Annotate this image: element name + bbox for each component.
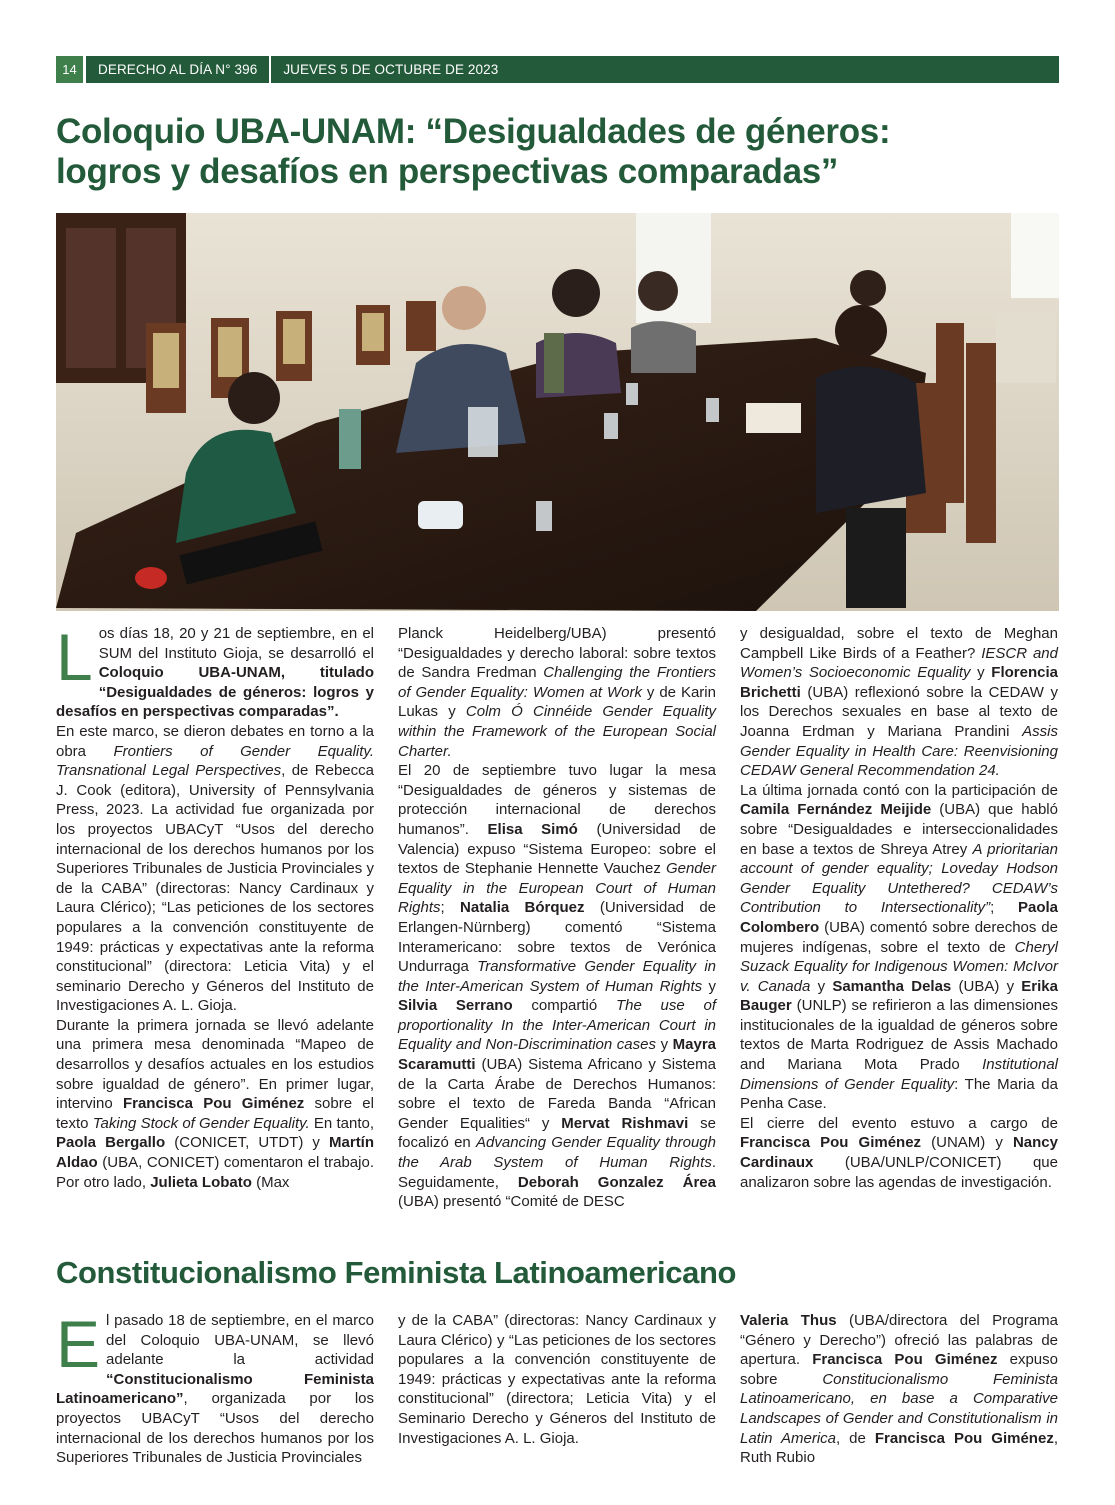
text: . Seguidamente, xyxy=(398,1154,716,1191)
text: (UBA/directora del Programa “Género y Derecho”) ofreció las palabras de apertura. xyxy=(740,1312,1058,1369)
bold-text: Samantha Delas xyxy=(832,977,952,995)
article1-column-3 xyxy=(740,624,1058,1192)
text: se focalizó en xyxy=(398,1114,716,1152)
article1-column-2 xyxy=(398,624,716,1212)
text: , de xyxy=(836,1429,875,1447)
text: y desigualdad, sobre el texto de Meghan Campbell Like Birds of a Feather? xyxy=(740,625,1058,662)
text: , de Rebecca J. Cook (editora), University of Pennsylvania Press, 2023. La actividad fue organizada por los proyectos UBACyT “Usos del derecho internacional de los derechos humanos por los Superiores Tribunales de Justicia Provinciales y de la CABA” (directoras: Nancy Cardinaux y Laura Clérico); “Las peticiones de los sectores populares a la convención constituyente de 1949: prácticas y expectativas ante la reforma constitucional” (directora: Leticia Vita) y el seminario Derecho y Géneros del Instituto de Investigaciones A. L. Gioja. xyxy=(56,762,374,1015)
text: (UBA/UNLP/CONICET) que analizaron sobre las agendas de investigación. xyxy=(740,1154,1058,1191)
text: (UBA, CONICET) comentaron el trabajo. Por otro lado, xyxy=(56,1154,374,1191)
text: compartió xyxy=(512,997,616,1015)
bold-text: Camila Fernández Meijide xyxy=(740,801,932,819)
bold-text: Mayra Scaramutti xyxy=(398,1036,717,1074)
italic-text: Taking Stock of Gender Equality. xyxy=(92,1114,310,1132)
text: y xyxy=(656,1036,673,1054)
italic-text: Gender Equality in the European Court of Human Rights xyxy=(398,860,716,917)
bold-text: Francisca Pou Giménez xyxy=(122,1095,305,1113)
paragraph xyxy=(56,722,374,1016)
italic-text: Assis Gender Equality in Health Care: Reenvisioning CEDAW General Recommendation 24. xyxy=(740,722,1058,780)
bold-text: Coloquio UBA-UNAM, titulado “Desigualdades de géneros: logros y desafíos en perspectivas comparadas”. xyxy=(56,664,374,721)
text: l pasado 18 de septiembre, en el marco del Coloquio UBA-UNAM, se llevó adelante la actividad xyxy=(106,1312,374,1369)
bold-text: Julieta Lobato xyxy=(150,1173,252,1191)
text: y xyxy=(702,977,716,995)
article2-title: Constitucionalismo Feminista Latinoamericano xyxy=(56,1255,737,1290)
bold-text: Natalia Bórquez xyxy=(460,899,585,917)
text: Planck Heidelberg/UBA) presentó “Desigualdades y derecho laboral: sobre textos de Sandra Fredman xyxy=(398,625,716,682)
article2-column-2 xyxy=(398,1311,716,1448)
text: (UBA) reflexionó sobre la CEDAW y los Derechos sexuales en base al texto de Joanna Erdman y Mariana Prandini xyxy=(740,683,1058,740)
text: y xyxy=(970,664,992,682)
drop-cap: E xyxy=(56,1307,101,1381)
publication-date: JUEVES 5 DE OCTUBRE DE 2023 xyxy=(283,62,499,77)
article-title-line-1: Coloquio UBA-UNAM: “Desigualdades de géneros: xyxy=(56,112,891,151)
bold-text: Francisca Pou Giménez xyxy=(874,1429,1054,1447)
paragraph xyxy=(398,624,716,761)
bold-text: Francisca Pou Giménez xyxy=(812,1351,998,1369)
page-header-bar xyxy=(56,56,1059,83)
bold-text: Silvia Serrano xyxy=(398,997,513,1015)
italic-text: The use of proportionality In the Inter-American Court in Equality and Non-Discrimination cases xyxy=(398,997,716,1054)
article2-column-1 xyxy=(56,1307,374,1468)
paragraph xyxy=(740,1311,1058,1468)
text: En este marco, se dieron debates en torno a la obra xyxy=(56,722,374,760)
text: (Universidad de Valencia) expuso “Sistema Europeo: sobre el textos de Stephanie Hennette Vauchez xyxy=(398,820,717,878)
italic-text: Constitucionalismo Feminista Latinoamericano, en base a Comparative Landscapes of Gender and Constitutionalism in Latin America xyxy=(740,1370,1058,1447)
text: expuso sobre xyxy=(740,1351,1058,1388)
text: (UBA) y xyxy=(951,977,1022,995)
text: (CONICET, UTDT) y xyxy=(165,1134,330,1152)
italic-text: Advancing Gender Equality through the Arab System of Human Rights xyxy=(398,1134,716,1172)
italic-text: Transformative Gender Equality in the Inter-American System of Human Rights xyxy=(398,958,716,995)
bold-text: Deborah Gonzalez Área xyxy=(517,1173,716,1191)
article1-column-1 xyxy=(56,620,375,1192)
italic-text: IESCR and Women’s Socioeconomic Equality xyxy=(740,644,1058,682)
text: (UBA) Sistema Africano y Sistema de la Carta Árabe de Derechos Humanos: sobre el texto de Fareda Banda “African Gender Equalities“ y xyxy=(398,1056,716,1132)
text: (UBA) comentó sobre derechos de mujeres indígenas, sobre el texto de xyxy=(740,918,1058,956)
italic-text: Cheryl Suzack Equality for Indigenous Women: McIvor v. Canada xyxy=(740,938,1058,995)
italic-text: Institutional Dimensions of Gender Equality xyxy=(740,1056,1058,1093)
text: y xyxy=(810,977,833,995)
paragraph xyxy=(398,761,716,1212)
text: En tanto, xyxy=(309,1114,374,1132)
bold-text: Erika Bauger xyxy=(740,977,1058,1015)
italic-text: A prioritarian account of gender equality; Loveday Hodson Gender Equality Untethered? CEDAW’s Contribution to Intersectionality” xyxy=(740,840,1058,917)
text: , Ruth Rubio xyxy=(740,1429,1058,1467)
paragraph xyxy=(56,1016,374,1192)
italic-text: Frontiers of Gender Equality. Transnational Legal Perspectives xyxy=(56,742,374,780)
italic-text: Colm Ó Cinnéide Gender Equality within the Framework of the European Social Charter. xyxy=(398,703,716,760)
bold-text: Paola Colombero xyxy=(740,899,1058,936)
meeting-photo xyxy=(56,213,1059,611)
text: os días 18, 20 y 21 de septiembre, en el SUM del Instituto Gioja, se desarrolló el xyxy=(98,625,374,662)
drop-cap: L xyxy=(56,620,93,694)
bold-text: Florencia Brichetti xyxy=(740,664,1058,701)
article2-column-3 xyxy=(740,1311,1058,1468)
text: ; xyxy=(440,899,461,917)
text: (Universidad de Erlangen-Nürnberg) comentó “Sistema Interamericano: sobre textos de Verónica Undurraga xyxy=(398,899,717,976)
publication-name: DERECHO AL DÍA N° 396 xyxy=(86,56,271,83)
bold-text: Paola Bergallo xyxy=(56,1134,166,1152)
article-title-line-2: logros y desafíos en perspectivas comparadas” xyxy=(56,152,839,191)
text: sobre el texto xyxy=(56,1095,374,1132)
text: (UBA) presentó “Comité de DESC xyxy=(398,1193,625,1211)
bold-text: Martín Aldao xyxy=(56,1134,375,1172)
text: La última jornada contó con la participación de xyxy=(740,781,1058,799)
paragraph xyxy=(740,624,1058,781)
text: (UBA) que habló sobre “Desigualdades e interseccionalidades en base a textos de Shreya Atrey xyxy=(740,801,1058,858)
article-title xyxy=(56,112,1066,192)
text: Durante la primera jornada se llevó adelante una primera mesa denominada “Mapeo de desarrollos y desafíos actuales en los estudios sobre igualdad de género”. En primer lugar, intervino xyxy=(56,1016,374,1113)
bold-text: Nancy Cardinaux xyxy=(740,1134,1058,1172)
paragraph xyxy=(740,1114,1058,1192)
bold-text: Francisca Pou Giménez xyxy=(740,1134,922,1152)
text: (UNLP) se refirieron a las dimensiones institucionales de la igualdad de géneros sobre textos de Marta Rodriguez de Assis Machado and Mariana Mota Prado xyxy=(740,997,1058,1074)
page-number: 14 xyxy=(56,56,86,83)
bold-text: “Constitucionalismo Feminista Latinoamericano” xyxy=(56,1370,374,1408)
text: , organizada por los proyectos UBACyT “Usos del derecho internacional de los derechos humanos por los Superiores Tribunales de Justicia Provinciales xyxy=(56,1390,374,1467)
text: y de Karin Lukas y xyxy=(398,683,716,721)
paragraph xyxy=(398,1311,716,1448)
text: El 20 de septiembre tuvo lugar la mesa “Desigualdades de géneros y sistemas de protección internacional de derechos humanos”. xyxy=(398,762,716,838)
paragraph xyxy=(740,781,1058,1114)
paragraph xyxy=(56,1307,374,1468)
text: El cierre del evento estuvo a cargo de xyxy=(740,1114,1058,1132)
text: (Max xyxy=(251,1173,290,1191)
bold-text: Elisa Simó xyxy=(487,820,578,838)
text: ; xyxy=(990,899,1018,917)
text: (UNAM) y xyxy=(921,1134,1013,1152)
bold-text: Mervat Rishmavi xyxy=(561,1114,689,1132)
italic-text: Challenging the Frontiers of Gender Equality: Women at Work xyxy=(398,664,717,701)
text: : The Maria da Penha Case. xyxy=(740,1075,1058,1113)
bold-text: Valeria Thus xyxy=(740,1312,837,1329)
text: y de la CABA” (directoras: Nancy Cardinaux y Laura Clérico) y “Las peticiones de los sectores populares a la convención constituyente de 1949: prácticas y expectativas ante la reforma constitucional” (directora; Leticia Vita) y el Seminario Derecho y Géneros del Instituto de Investigaciones A. L. Gioja. xyxy=(398,1312,716,1447)
paragraph xyxy=(56,620,374,722)
